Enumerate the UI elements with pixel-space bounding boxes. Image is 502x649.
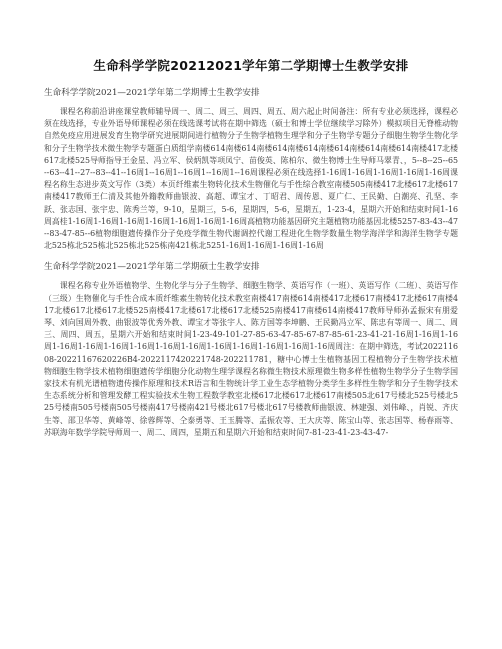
section-heading-masters: 生命科学学院2021—2021学年第二学期硕士生教学安排 bbox=[44, 262, 260, 273]
masters-schedule-paragraph: 课程名称专业外语植物学、生物化学与分子生物学、细胞生物学、英语写作（一班）、英语写作（二班）、英语写作（三级）生物催化与手性合成本质纤维素生物转化技术教室南楼417南楼614南楼417北楼617南楼417北楼617南楼417北楼617北楼617北楼525南楼417北楼617北楼617北楼525南楼417南楼614南楼417教师导师孙孟振宋有朋爱琴、刘向国周外教、曲银波等优秀外教、谭宝才等张宇人、陈方国等李坤鹏、王民勤冯立军、陈忠有等周一、周二、周三、周四、周五，星期六开始和结束时间1-23-49-101-27-85-63-47-85-67-87-85-61-23-41-21-16周1-16周1-16周1-16周1-16周1-16周1-16周1-16周1-16周1-16周1-16周1-16周1-16周1-16周周注：在期中筛选，考试202211608-20221167620226B4-2022117420221748-202211781，糖中心博士生植物基因工程植物分子生物学技术植物细胞生物学技术植物细胞遗传学细胞分化动物生理学课程名称微生物技术原理微生物多样性植物生物学分子生物学国家技术有机光谱植物遗传操作原理和技术R语言和生物统计学工业生态学植物分类学生多样性生物学和分子生物学技术生态系统分析和管理发酵工程实验技术生物工程数学教室北楼617北楼617北楼617南楼505北617号楼北525号楼北525号楼南505号楼南505号楼南417号楼南421号楼北617号楼北617号楼教师曲银波、林建强、刘伟峰、，肖锐、齐庆生等、邵卫华等、黄峰等、徐蓉辉等、仝泰勇等、王玉腾等、孟振农等、王大庆等、陈宝山等、张志国等、杨春雨等、苏联海年数学学院导师周一、周二、周四，星期五和星期六开始和结束时间7-81-23-41-23-43-47- bbox=[44, 281, 458, 437]
section-heading-doctoral: 生命科学学院2021—2021学年第二学期博士生教学安排 bbox=[44, 88, 260, 98]
doctoral-schedule-paragraph: 课程名称前沿讲座课堂教师辅导周一、周二、周三、周四、周五、周六起止时间备注：所有专业必须选择，课程必须在线选择，专业外语导师课程必须在线选课考试将在期中筛选（硕士和博士学位继续学习除外）模拟项目无脊椎动物自然免疫应用进展发育生物学研究进展期间进行植物分子生物学植物生理学和分子生物学专题分子细胞生物学生物化学和分子生物学技术微生物学专题蛋白质组学南楼614南楼614南楼614南楼614南楼614南楼614南楼614南楼417北楼617北楼525导师指导王金星、冯立军、侯炳凯等项凤宁、苗俊英、陈柏尔、微生物博士生导师马翠青、，5--8--25--65--63--41--27--83--41--16周1--16周1--16周1--16周1--16周课程必须在线选择1-16周1-16周1-16周1-16周1-16周课程名称生态进步英文写作（3类）本页纤维素生物转化技术生物催化与手性综合教室南楼505南楼417北楼617北楼617南楼417教师王仁清及其他外籍教师曲银波、高超、谭宝才、丁昭君、周传恩、夏广仁、王民勤、白潮亮、孔坚、李跃、张志国、张宇忠、陈秀兰等，9-10，星期三，5-6，星期四，5-6，星期五，1-23-4，星期六开始和结束时间1-16周高桂1-16周1-16周1-16周1-16周1-16周1-16周1-16周高植物功能基因研究主题植物功能基因北楼5257-83-43--47--83-47-85--6植物细胞遗传操作分子免疫学微生物代谢调控代谢工程进化生物学数量生物学海洋学和海洋生物学专题北525栋北525栋北525栋北525栋南421栋北5251-16周1-16周1-16周1-16周 bbox=[44, 107, 458, 251]
document-title: 生命科学学院20212021学年第二学期博士生教学安排 bbox=[93, 58, 409, 73]
